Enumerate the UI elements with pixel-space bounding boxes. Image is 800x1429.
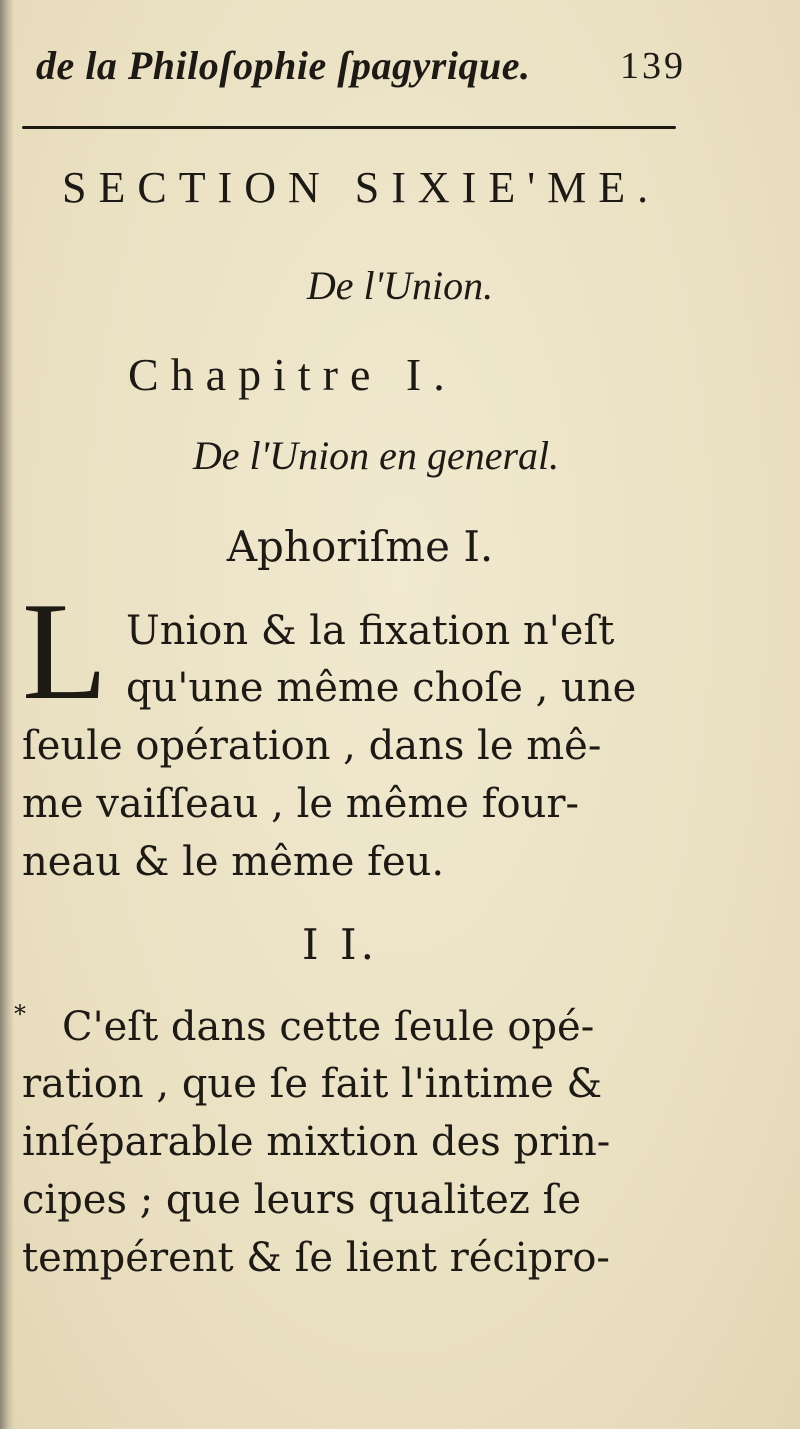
- aphorism-line: ſeule opération , dans le mê-: [22, 723, 602, 769]
- aphorism-line: Union & la fixation n'eſt: [126, 608, 615, 654]
- chapter-title: Chapitre I.: [128, 349, 457, 400]
- aphorism-heading: Aphoriſme I.: [226, 522, 494, 571]
- paragraph-line: tempérent & ſe lient récipro-: [22, 1235, 610, 1281]
- paragraph-line: cipes ; que leurs qualitez ſe: [22, 1177, 582, 1223]
- header-rule: [22, 126, 676, 129]
- drop-cap: L: [22, 574, 108, 729]
- page-header: [36, 42, 696, 98]
- paragraph-line: inſéparable mixtion des prin-: [22, 1119, 611, 1165]
- aphorism-line: neau & le même feu.: [22, 839, 445, 885]
- aphorism-line: qu'une même choſe , une: [126, 665, 637, 711]
- section-subtitle: De l'Union.: [306, 263, 494, 308]
- section-title: SECTION SIXIE'ME.: [62, 163, 661, 212]
- page-number: 139: [620, 45, 686, 87]
- chapter-subtitle: De l'Union en general.: [192, 433, 560, 478]
- aphorism-numeral: I I.: [302, 920, 378, 969]
- paragraph-line: ration , que ſe fait l'intime &: [22, 1061, 603, 1107]
- aphorism-line: me vaiſſeau , le même four-: [22, 781, 579, 827]
- paragraph-line: C'eſt dans cette ſeule opé-: [62, 1004, 595, 1050]
- running-title: de la Philoſophie ſpagyrique.: [36, 43, 531, 88]
- footnote-marker: *: [14, 1000, 26, 1028]
